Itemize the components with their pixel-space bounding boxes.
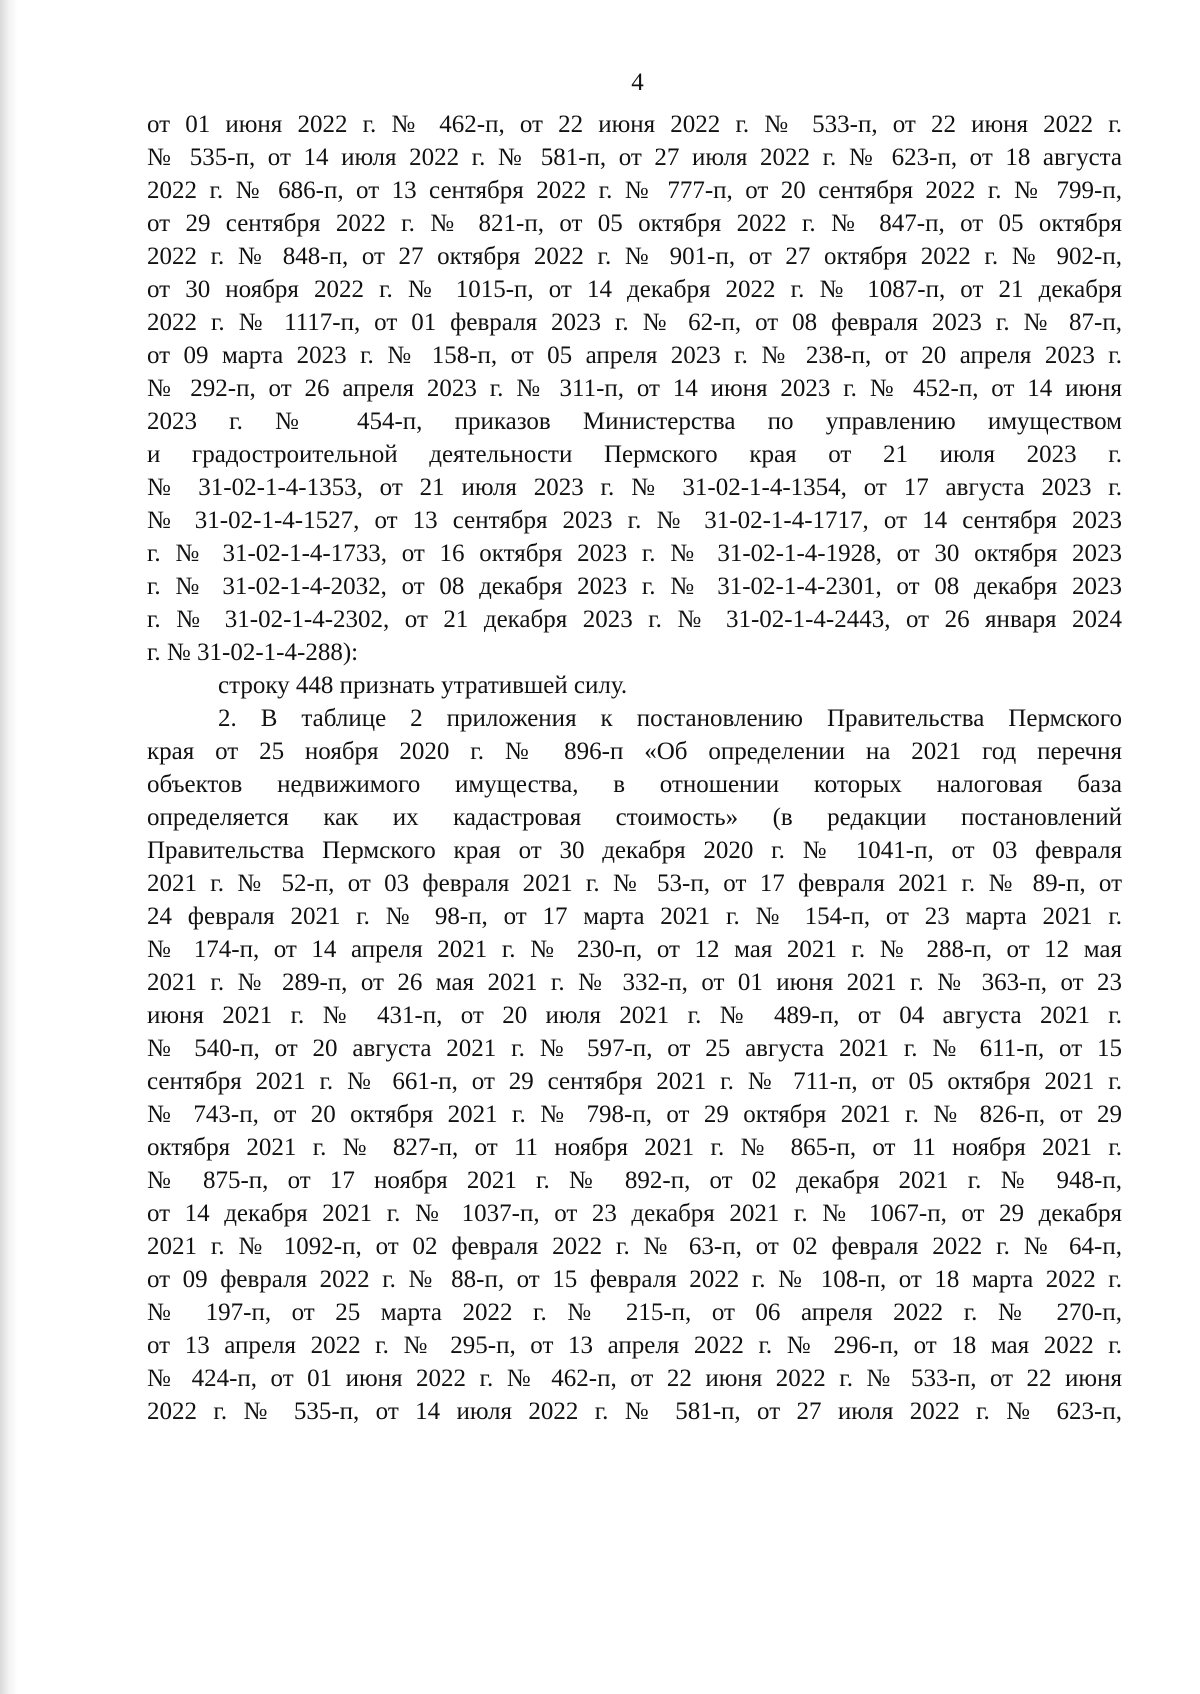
text-line: 2. В таблице 2 приложения к постановлению Правительства Пермского xyxy=(218,705,1122,732)
text-line: № 875-п, от 17 ноября 2021 г. № 892-п, от 02 декабря 2021 г. № 948-п, xyxy=(147,1167,1122,1194)
text-line: № 535-п, от 14 июля 2022 г. № 581-п, от 27 июля 2022 г. № 623-п, от 18 августа xyxy=(147,144,1122,171)
text-line: края от 25 ноября 2020 г. № 896-п «Об определении на 2021 год перечня xyxy=(147,738,1122,765)
text-line: 2022 г. № 848-п, от 27 октября 2022 г. № 901-п, от 27 октября 2022 г. № 902-п, xyxy=(147,243,1122,270)
text-line: Правительства Пермского края от 30 декабря 2020 г. № 1041-п, от 03 февраля xyxy=(147,837,1122,864)
text-line: № 197-п, от 25 марта 2022 г. № 215-п, от 06 апреля 2022 г. № 270-п, xyxy=(147,1299,1122,1326)
text-line: от 09 марта 2023 г. № 158-п, от 05 апреля 2023 г. № 238-п, от 20 апреля 2023 г. xyxy=(147,342,1122,369)
text-line: от 01 июня 2022 г. № 462-п, от 22 июня 2022 г. № 533-п, от 22 июня 2022 г. xyxy=(147,111,1122,138)
text-line: 2021 г. № 52-п, от 03 февраля 2021 г. № 53-п, от 17 февраля 2021 г. № 89-п, от xyxy=(147,870,1122,897)
text-line: от 09 февраля 2022 г. № 88-п, от 15 февраля 2022 г. № 108-п, от 18 марта 2022 г. xyxy=(147,1266,1122,1293)
text-line: № 540-п, от 20 августа 2021 г. № 597-п, от 25 августа 2021 г. № 611-п, от 15 xyxy=(147,1035,1122,1062)
text-line: г. № 31-02-1-4-288): xyxy=(147,639,359,666)
text-line: от 29 сентября 2022 г. № 821-п, от 05 октября 2022 г. № 847-п, от 05 октября xyxy=(147,210,1122,237)
text-line: 2022 г. № 1117-п, от 01 февраля 2023 г. № 62-п, от 08 февраля 2023 г. № 87-п, xyxy=(147,309,1122,336)
text-line: г. № 31-02-1-4-2032, от 08 декабря 2023 г. № 31-02-1-4-2301, от 08 декабря 2023 xyxy=(147,573,1122,600)
text-line: объектов недвижимого имущества, в отношении которых налоговая база xyxy=(147,771,1122,798)
text-line: определяется как их кадастровая стоимость» (в редакции постановлений xyxy=(147,804,1122,831)
text-line: 2021 г. № 289-п, от 26 мая 2021 г. № 332-п, от 01 июня 2021 г. № 363-п, от 23 xyxy=(147,969,1122,996)
text-line: от 14 декабря 2021 г. № 1037-п, от 23 декабря 2021 г. № 1067-п, от 29 декабря xyxy=(147,1200,1122,1227)
text-line: октября 2021 г. № 827-п, от 11 ноября 2021 г. № 865-п, от 11 ноября 2021 г. xyxy=(147,1134,1122,1161)
text-line: № 174-п, от 14 апреля 2021 г. № 230-п, от 12 мая 2021 г. № 288-п, от 12 мая xyxy=(147,936,1122,963)
text-line: № 424-п, от 01 июня 2022 г. № 462-п, от 22 июня 2022 г. № 533-п, от 22 июня xyxy=(147,1365,1122,1392)
text-line: № 31-02-1-4-1527, от 13 сентября 2023 г. № 31-02-1-4-1717, от 14 сентября 2023 xyxy=(147,507,1122,534)
text-line: 2021 г. № 1092-п, от 02 февраля 2022 г. № 63-п, от 02 февраля 2022 г. № 64-п, xyxy=(147,1233,1122,1260)
text-line: № 292-п, от 26 апреля 2023 г. № 311-п, от 14 июня 2023 г. № 452-п, от 14 июня xyxy=(147,375,1122,402)
text-line: от 13 апреля 2022 г. № 295-п, от 13 апреля 2022 г. № 296-п, от 18 мая 2022 г. xyxy=(147,1332,1122,1359)
text-line: г. № 31-02-1-4-1733, от 16 октября 2023 г. № 31-02-1-4-1928, от 30 октября 2023 xyxy=(147,540,1122,567)
text-line: № 743-п, от 20 октября 2021 г. № 798-п, от 29 октября 2021 г. № 826-п, от 29 xyxy=(147,1101,1122,1128)
page-number: 4 xyxy=(631,69,644,96)
text-line: от 30 ноября 2022 г. № 1015-п, от 14 декабря 2022 г. № 1087-п, от 21 декабря xyxy=(147,276,1122,303)
text-line: 2022 г. № 686-п, от 13 сентября 2022 г. № 777-п, от 20 сентября 2022 г. № 799-п, xyxy=(147,177,1122,204)
text-line: № 31-02-1-4-1353, от 21 июля 2023 г. № 31-02-1-4-1354, от 17 августа 2023 г. xyxy=(147,474,1122,501)
text-line: г. № 31-02-1-4-2302, от 21 декабря 2023 г. № 31-02-1-4-2443, от 26 января 2024 xyxy=(147,606,1122,633)
text-line: 24 февраля 2021 г. № 98-п, от 17 марта 2021 г. № 154-п, от 23 марта 2021 г. xyxy=(147,903,1122,930)
text-line: и градостроительной деятельности Пермского края от 21 июля 2023 г. xyxy=(147,441,1122,468)
text-line: строку 448 признать утратившей силу. xyxy=(218,672,628,699)
text-line: 2023 г. № 454-п, приказов Министерства по управлению имуществом xyxy=(147,408,1122,435)
text-line: сентября 2021 г. № 661-п, от 29 сентября 2021 г. № 711-п, от 05 октября 2021 г. xyxy=(147,1068,1122,1095)
text-line: июня 2021 г. № 431-п, от 20 июля 2021 г. № 489-п, от 04 августа 2021 г. xyxy=(147,1002,1122,1029)
scan-edge xyxy=(0,0,18,1694)
text-line: 2022 г. № 535-п, от 14 июля 2022 г. № 581-п, от 27 июля 2022 г. № 623-п, xyxy=(147,1398,1122,1425)
